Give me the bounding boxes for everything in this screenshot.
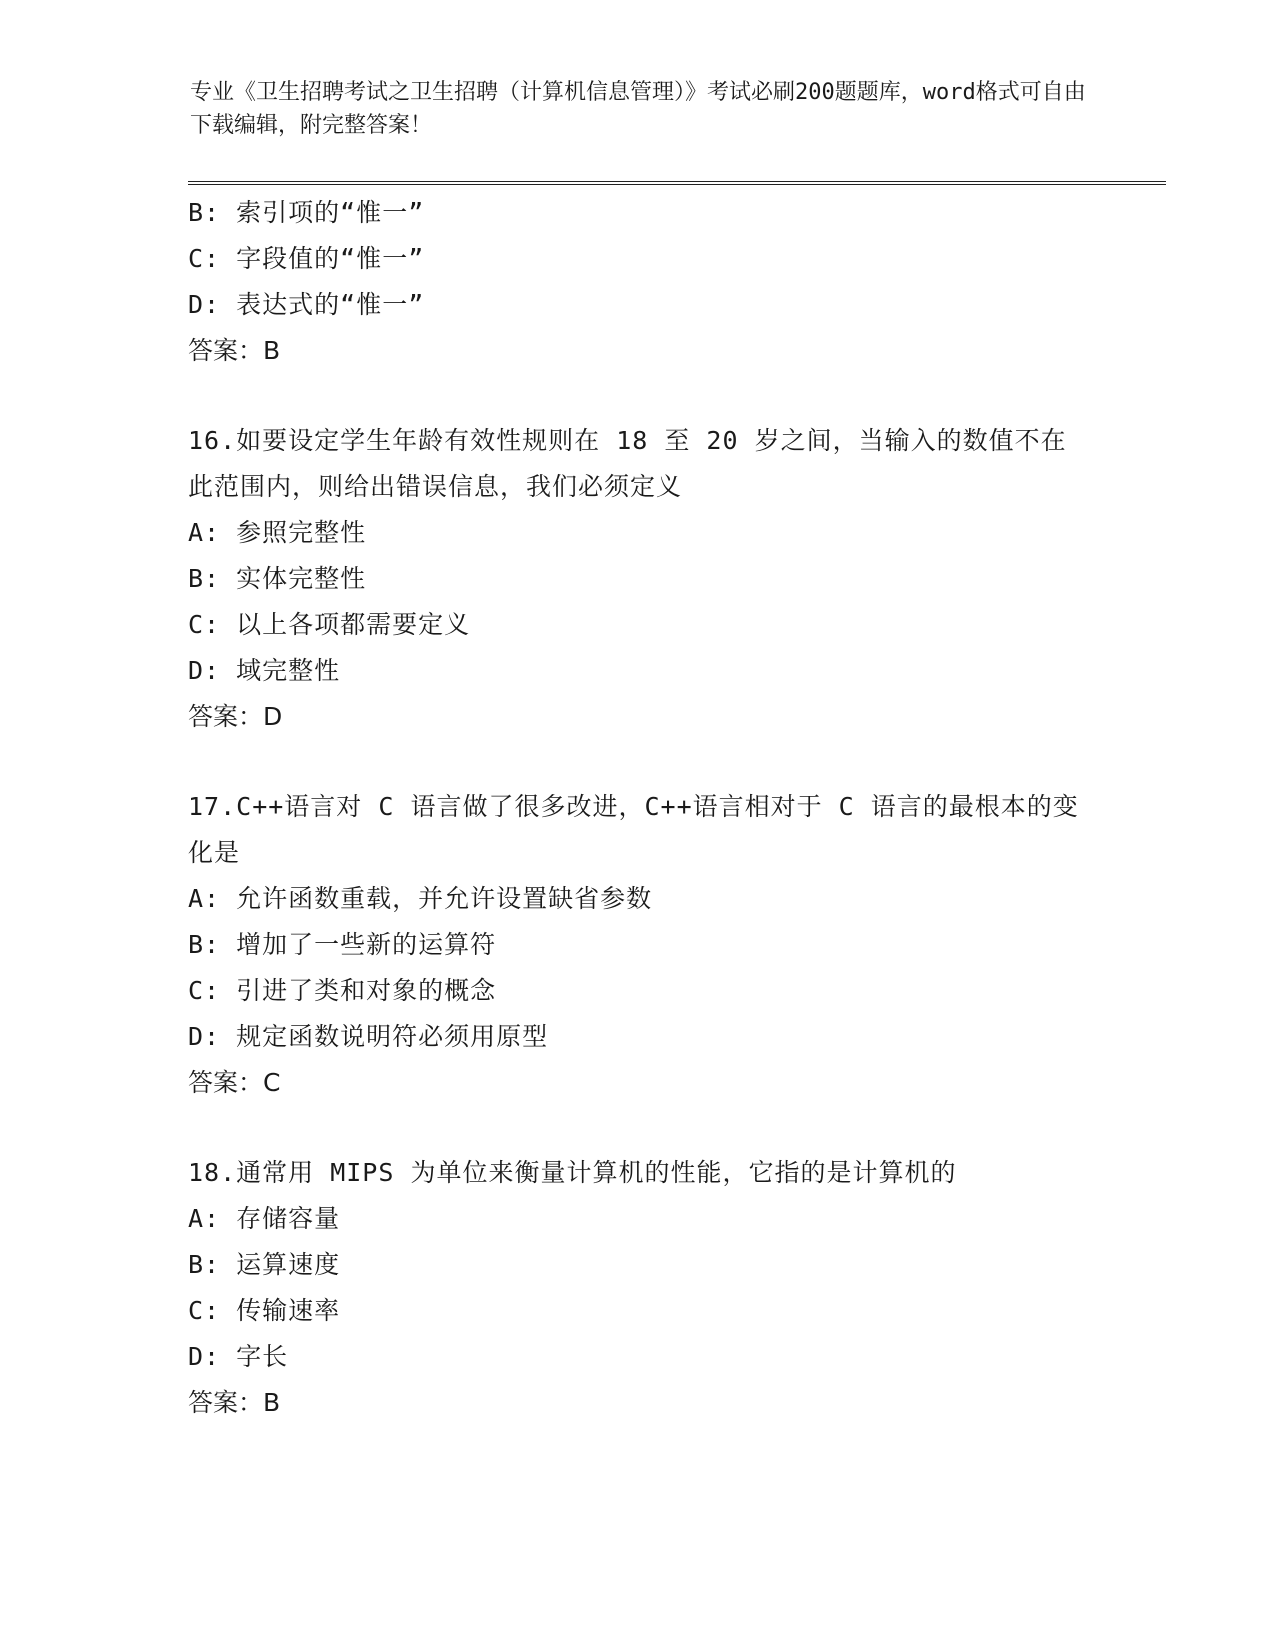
header-divider-top <box>188 181 1166 182</box>
option-c: C: 引进了类和对象的概念 <box>188 976 497 1005</box>
spacer <box>188 374 1108 418</box>
question-15-continued <box>188 190 1108 374</box>
option-c: C: 以上各项都需要定义 <box>188 610 471 639</box>
answer: 答案：B <box>188 1388 281 1417</box>
question-18 <box>188 1150 1108 1426</box>
option-b: B: 索引项的“惟一” <box>188 198 425 227</box>
question-17 <box>188 784 1108 1106</box>
document-header: 专业《卫生招聘考试之卫生招聘（计算机信息管理）》考试必刷200题题库，word格式可自由下载编辑，附完整答案！ <box>190 80 1086 138</box>
question-stem: 17.C++语言对 C 语言做了很多改进，C++语言相对于 C 语言的最根本的变化是 <box>188 792 1079 867</box>
question-stem: 18.通常用 MIPS 为单位来衡量计算机的性能，它指的是计算机的 <box>188 1158 957 1187</box>
spacer <box>188 1106 1108 1150</box>
option-b: B: 增加了一些新的运算符 <box>188 930 497 959</box>
option-d: D: 域完整性 <box>188 656 341 685</box>
option-c: C: 字段值的“惟一” <box>188 244 425 273</box>
option-d: D: 规定函数说明符必须用原型 <box>188 1022 549 1051</box>
option-d: D: 字长 <box>188 1342 289 1371</box>
option-a: A: 参照完整性 <box>188 518 367 547</box>
document-body <box>188 190 1108 1426</box>
answer: 答案：D <box>188 702 283 731</box>
header-divider-bottom <box>188 184 1166 185</box>
option-a: A: 存储容量 <box>188 1204 341 1233</box>
option-b: B: 运算速度 <box>188 1250 341 1279</box>
answer: 答案：B <box>188 336 281 365</box>
question-16 <box>188 418 1108 740</box>
spacer <box>188 740 1108 784</box>
question-stem: 16.如要设定学生年龄有效性规则在 18 至 20 岁之间，当输入的数值不在此范围内，则给出错误信息，我们必须定义 <box>188 426 1067 501</box>
answer: 答案：C <box>188 1068 281 1097</box>
option-b: B: 实体完整性 <box>188 564 367 593</box>
option-d: D: 表达式的“惟一” <box>188 290 425 319</box>
option-c: C: 传输速率 <box>188 1296 341 1325</box>
option-a: A: 允许函数重载，并允许设置缺省参数 <box>188 884 653 913</box>
